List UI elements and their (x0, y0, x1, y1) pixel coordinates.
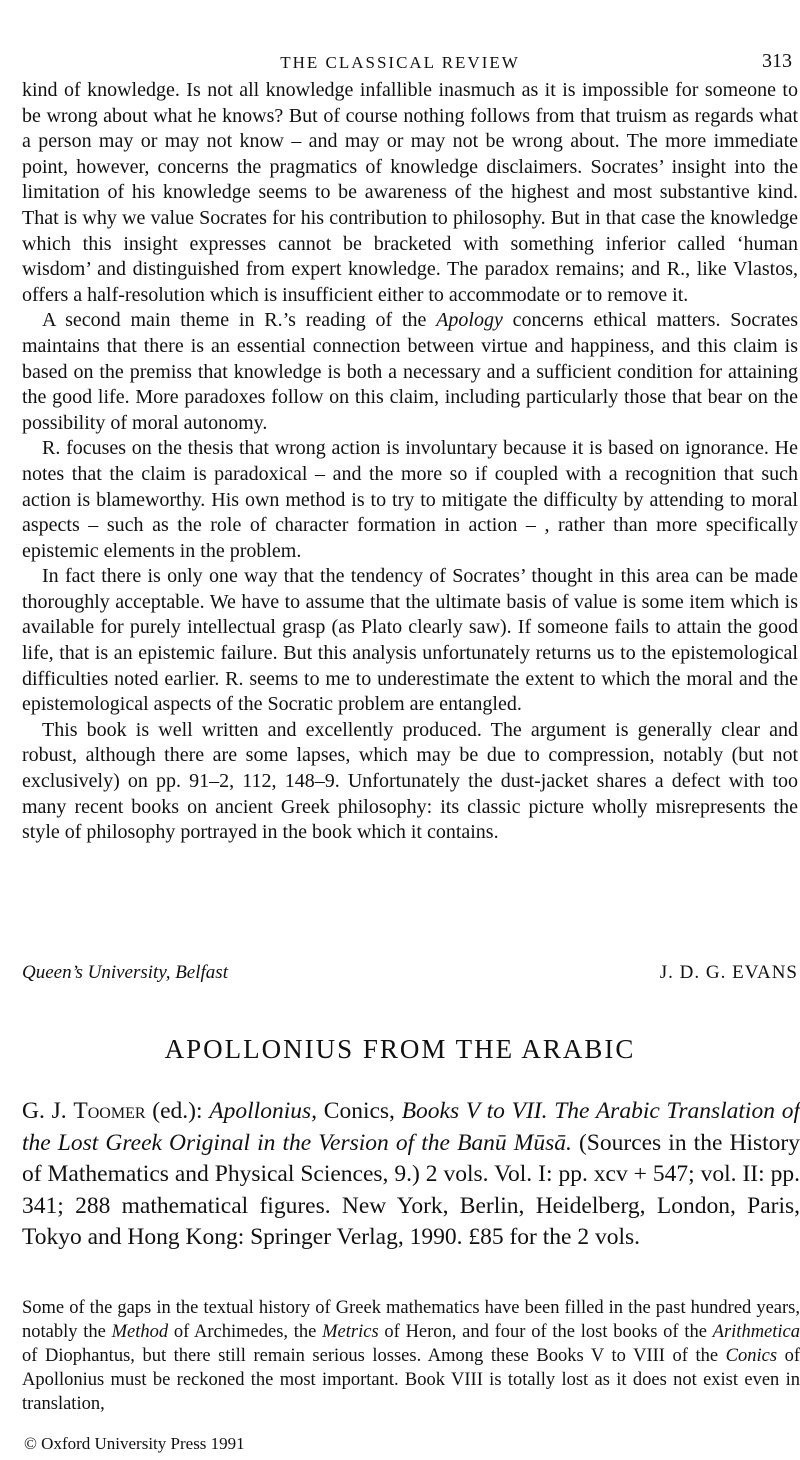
editor-surname: Toomer (73, 1098, 146, 1124)
reviewer-signature (22, 962, 798, 984)
review-text-1: Some of the gaps in the textual history of Greek mathematics have been filled in the past hundred years, notably the (22, 1298, 800, 1342)
reviewer-name: J. D. G. EVANS (659, 962, 798, 983)
paragraph-2-start: A second main theme in R.’s reading of the (42, 309, 437, 332)
book-citation (22, 1096, 800, 1254)
editor-initials: G. J. (22, 1098, 74, 1124)
page-number: 313 (762, 50, 792, 72)
review-text-5: of Apollonius must be reckoned the most important. Book VIII is totally lost as it does not exist even in translation, (22, 1346, 800, 1414)
editor-role: (ed.): (145, 1098, 210, 1124)
citation-book-title: Books V to VII. The Arabic Translation of the Lost Greek Original in the Version of the Banū Mūsā. (22, 1098, 800, 1156)
review-body (22, 78, 798, 846)
arithmetica-title: Arithmetica (712, 1322, 800, 1342)
running-title: THE CLASSICAL REVIEW (280, 53, 520, 72)
review-text-3: of Heron, and four of the lost books of the (378, 1322, 713, 1342)
paragraph-4: In fact there is only one way that the tendency of Socrates’ thought in this area can be made thoroughly acceptable. We have to assume that the ultimate basis of value is some item which is available for purely intellectual grasp (as Plato clearly saw). If someone fails to attain the good life, that is an epistemic failure. But this analysis unfortunately returns us to the epistemological difficulties noted earlier. R. seems to me to underestimate the extent to which the moral and the epistemological aspects of the Socratic problem are entangled. (22, 565, 798, 716)
review-text-2: of Archimedes, the (168, 1322, 323, 1342)
review-text-4: of Diophantus, but there still remain serious losses. Among these Books V to VIII of the (22, 1346, 726, 1366)
citation-details: (Sources in the History of Mathematics and Physical Sciences, 9.) 2 vols. Vol. I: pp. xcv + 547; vol. II: pp. 341; 288 mathematical figures. New York, Berlin, Heidelberg, London, Paris, Tokyo and Hong Kong: Springer Verlag, 1990. £85 for the 2 vols. (22, 1129, 800, 1250)
paragraph-2-rest: concerns ethical matters. Socrates maintains that there is an essential connection between virtue and happiness, and this claim is based on the premiss that knowledge is both a necessary and a sufficient condition for attaining the good life. More paradoxes follow on this claim, including particularly those that bear on the possibility of moral autonomy. (22, 309, 798, 434)
paragraph-1: kind of knowledge. Is not all knowledge infallible inasmuch as it is impossible for someone to be wrong about what he knows? But of course nothing follows from that truism as regards what a person may or may not know – and may or may not be wrong about. The more immediate point, however, concerns the pragmatics of knowledge disclaimers. Socrates’ insight into the limitation of his knowledge seems to be awareness of the highest and most substantive kind. That is why we value Socrates for his contribution to philosophy. But in that case the knowledge which this insight expresses cannot be bracketed with something inferior called ‘human wisdom’ and distinguished from expert knowledge. The paradox remains; and R., like Vlastos, offers a half-resolution which is insufficient either to accommodate or to remove it. (22, 79, 798, 306)
citation-author: Apollonius, (209, 1098, 318, 1124)
metrics-title: Metrics (322, 1322, 379, 1342)
paragraph-2 (22, 308, 798, 436)
method-title: Method (111, 1322, 169, 1342)
review-paragraph (22, 1296, 800, 1416)
paragraph-5: This book is well written and excellently produced. The argument is generally clear and robust, although there are some lapses, which may be due to compression, notably (but not exclusively) on pp. 91–2, 112, 148–9. Unfortunately the dust-jacket shares a defect with too many recent books on ancient Greek philosophy: its classic picture wholly misrepresents the style of philosophy portrayed in the book which it contains. (22, 718, 798, 844)
paragraph-3: R. focuses on the thesis that wrong action is involuntary because it is based on ignorance. He notes that the claim is paradoxical – and the more so if coupled with a recognition that such action is blameworthy. His own method is to try to mitigate the difficulty by attending to moral aspects – such as the role of character formation in action – , rather than more specifically epistemic elements in the problem. (22, 437, 798, 562)
reviewer-affiliation: Queen’s University, Belfast (22, 962, 228, 983)
copyright-notice: © Oxford University Press 1991 (24, 1434, 245, 1453)
page-header (0, 52, 800, 76)
apollonius-review-text (22, 1296, 800, 1416)
apology-title: Apology (436, 309, 503, 332)
conics-title: Conics (725, 1346, 778, 1366)
citation-work: Conics, (317, 1098, 402, 1124)
section-title: APOLLONIUS FROM THE ARABIC (164, 1034, 636, 1064)
